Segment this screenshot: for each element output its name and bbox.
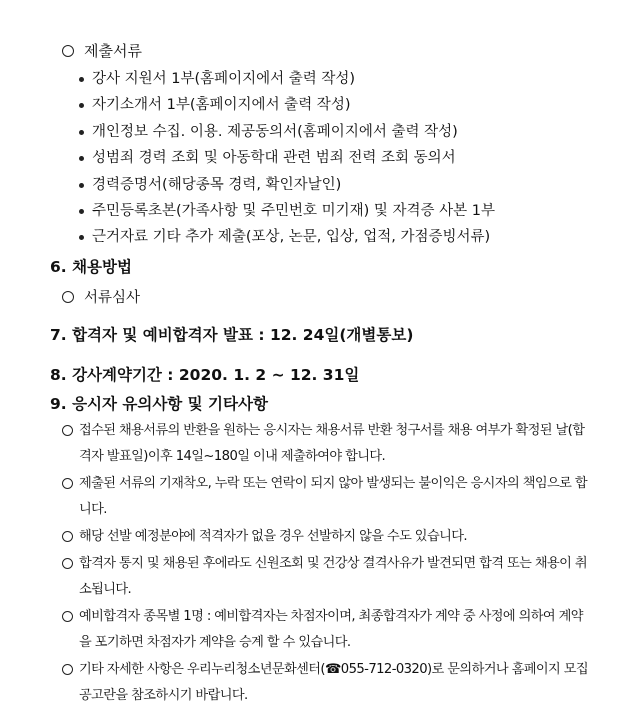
hollow-circle-icon (62, 558, 73, 569)
document-item: 자기소개서 1부(홈페이지에서 출력 작성) (78, 95, 495, 121)
hollow-circle-icon (62, 611, 73, 622)
document-item: 주민등록초본(가족사항 및 주민번호 미기재) 및 자격증 사본 1부 (78, 201, 495, 227)
note-item (62, 418, 590, 470)
note-item (62, 604, 590, 656)
note-item (62, 471, 590, 523)
note-text: 예비합격자 종목별 1명 : 예비합격자는 차점자이며, 최종합격자가 계약 중 사정에 의하여 계약을 포기하면 차점자가 계약을 승계 할 수 있습니다. (79, 609, 583, 650)
note-item (62, 524, 590, 550)
note-text: 합격자 통지 및 채용된 후에라도 신원조회 및 건강상 결격사유가 발견되면 합격 또는 채용이 취소됩니다. (79, 556, 587, 597)
section-9-heading: 9. 응시자 유의사항 및 기타사항 (50, 395, 268, 413)
document-item: 개인정보 수집. 이용. 제공동의서(홈페이지에서 출력 작성) (78, 122, 495, 148)
section-6-heading: 6. 채용방법 (50, 258, 132, 276)
note-item (62, 551, 590, 603)
hollow-circle-icon (62, 45, 74, 57)
section-6-item-label: 서류심사 (84, 290, 141, 306)
section-7-heading: 7. 합격자 및 예비합격자 발표 : 12. 24일(개별통보) (50, 326, 414, 344)
documents-list (78, 69, 495, 254)
hollow-circle-icon (62, 531, 73, 542)
documents-subheading (62, 41, 142, 61)
document-item: 강사 지원서 1부(홈페이지에서 출력 작성) (78, 69, 495, 95)
section-6-item (62, 288, 140, 308)
note-text: 해당 선발 예정분야에 적격자가 없을 경우 선발하지 않을 수도 있습니다. (79, 529, 467, 544)
document-item: 경력증명서(해당종목 경력, 확인자날인) (78, 175, 495, 201)
documents-label: 제출서류 (84, 42, 142, 60)
hollow-circle-icon (62, 425, 73, 436)
note-text: 기타 자세한 사항은 우리누리청소년문화센터(☎055-712-0320)로 문의하거나 홈페이지 모집 공고란을 참조하시기 바랍니다. (79, 662, 588, 703)
section-8-heading: 8. 강사계약기간 : 2020. 1. 2 ~ 12. 31일 (50, 366, 360, 384)
note-text: 접수된 채용서류의 반환을 원하는 응시자는 채용서류 반환 청구서를 채용 여부가 확정된 날(합격자 발표일)이후 14일~180일 이내 제출하여야 합니다. (79, 423, 585, 464)
document-item: 성범죄 경력 조회 및 아동학대 관련 범죄 전력 조회 동의서 (78, 148, 495, 174)
hollow-circle-icon (62, 478, 73, 489)
hollow-circle-icon (62, 291, 74, 303)
notes-list (62, 418, 590, 710)
note-text: 제출된 서류의 기재착오, 누락 또는 연락이 되지 않아 발생되는 불이익은 응시자의 책임으로 합니다. (79, 476, 587, 517)
document-item: 근거자료 기타 추가 제출(포상, 논문, 입상, 업적, 가점증빙서류) (78, 227, 495, 253)
hollow-circle-icon (62, 664, 73, 675)
note-item (62, 657, 590, 709)
